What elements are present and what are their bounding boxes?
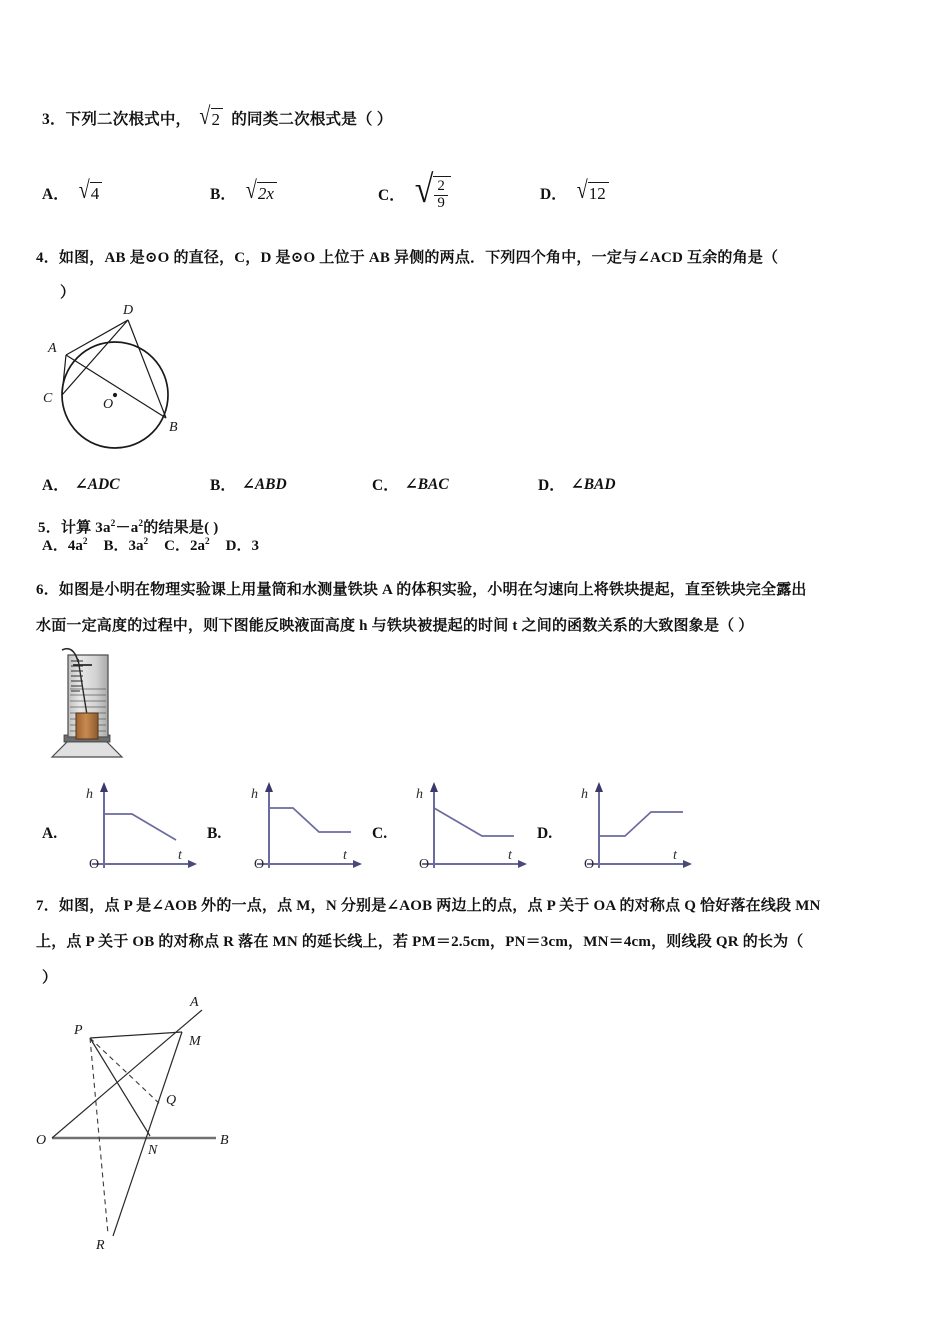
question-4-option-d[interactable] — [538, 473, 616, 495]
y-axis-label: h — [416, 787, 423, 802]
x-axis-label: t — [508, 848, 512, 863]
option-label-a: A. — [42, 825, 58, 842]
option-label-a: A． — [42, 538, 68, 554]
question-3-option-b[interactable] — [210, 177, 277, 205]
question-6-graph-option-b[interactable] — [205, 778, 375, 870]
center-point-o — [113, 393, 117, 397]
y-axis-arrow — [430, 782, 438, 792]
question-5-option-d[interactable] — [226, 534, 259, 555]
x-axis-arrow — [188, 860, 197, 868]
y-axis-label: h — [251, 787, 258, 802]
radical-sign: √ — [199, 102, 211, 131]
option-c-base: 2a — [190, 538, 206, 554]
question-5-options — [42, 534, 259, 555]
x-axis-arrow — [518, 860, 527, 868]
exponent: 2 — [143, 537, 149, 547]
radicand: 4 — [90, 182, 103, 204]
origin-label: O — [89, 857, 100, 870]
question-7-stem-line1: 7．如图，点 P 是∠AOB 外的一点，点 M，N 分别是∠AOB 两边上的点，点 P 关于 OA 的对称点 Q 恰好落在线段 MN — [36, 898, 821, 914]
label-p: P — [74, 1023, 83, 1038]
question-6-graph-option-d[interactable] — [535, 778, 705, 870]
option-label-c: C. — [372, 825, 388, 842]
y-axis-arrow — [100, 782, 108, 792]
question-7-figure — [30, 990, 280, 1260]
exponent: 2 — [110, 519, 116, 529]
question-4-figure — [40, 300, 230, 470]
question-5-option-c[interactable] — [164, 534, 210, 555]
question-5-option-b[interactable] — [104, 534, 149, 555]
fraction-numerator: 2 — [437, 178, 445, 194]
option-c-radical — [414, 168, 451, 212]
y-axis-arrow — [595, 782, 603, 792]
option-label-d: D. — [537, 825, 553, 842]
option-label-d: D． — [538, 477, 565, 494]
question-3-option-a[interactable] — [42, 177, 102, 205]
question-6-stem-line1: 6．如图是小明在物理实验课上用量筒和水测量铁块 A 的体积实验，小明在匀速向上将铁块提起，直至铁块完全露出 — [36, 582, 807, 598]
option-label-c: C． — [372, 477, 399, 494]
question-3-stem-suffix: 的同类二次根式是（ ） — [231, 111, 393, 128]
option-label-c: C． — [164, 538, 191, 554]
label-b: B — [220, 1133, 229, 1148]
question-6-graph-option-c[interactable] — [370, 778, 540, 870]
label-m: M — [189, 1034, 201, 1049]
diameter-a-b — [66, 355, 166, 418]
x-axis-arrow — [353, 860, 362, 868]
radical-sign: √ — [78, 177, 90, 205]
origin-label: O — [584, 857, 595, 870]
question-6-stem-line2: 水面一定高度的过程中，则下图能反映液面高度 h 与铁块被提起的时间 t 之间的函数关系的大致图象是（ ） — [36, 618, 754, 634]
x-axis-label: t — [178, 848, 182, 863]
radicand-fraction — [433, 176, 451, 212]
iron-block-a — [76, 713, 98, 739]
question-5-option-a[interactable] — [42, 534, 88, 555]
option-label-c: C． — [378, 186, 405, 204]
option-label-a: A． — [42, 186, 69, 203]
question-4-stem-line2: ） — [60, 285, 76, 301]
segment-pn — [90, 1038, 150, 1136]
origin-label: O — [419, 857, 430, 870]
chord-a-d — [66, 320, 128, 355]
option-label-b: B. — [207, 825, 222, 842]
option-d-radical — [576, 177, 609, 205]
x-axis-arrow — [683, 860, 692, 868]
radical-sign: √ — [245, 177, 257, 205]
option-label-d: D． — [540, 186, 567, 203]
origin-label: O — [254, 857, 265, 870]
option-label-b: B． — [210, 477, 236, 494]
label-o: O — [103, 397, 114, 412]
option-label-d: D． — [225, 538, 252, 554]
question-3-option-c[interactable] — [378, 168, 451, 212]
fraction — [434, 179, 448, 212]
question-4-option-b[interactable] — [210, 473, 287, 495]
x-axis-label: t — [343, 848, 347, 863]
question-4-stem-line1: 4．如图，AB 是⊙O 的直径，C，D 是⊙O 上位于 AB 异侧的两点．下列四个角中，一定与∠ACD 互余的角是（ — [36, 250, 779, 266]
question-7-stem-line2: 上，点 P 关于 OB 的对称点 R 落在 MN 的延长线上，若 PM＝2.5cm，PN＝3cm，MN＝4cm，则线段 QR 的长为（ — [36, 934, 804, 950]
question-3-stem — [42, 102, 392, 138]
label-n: N — [148, 1143, 158, 1158]
question-7-stem-line3: ） — [42, 970, 58, 986]
radical-sign: √ — [576, 177, 588, 205]
option-d-text: ∠BAD — [570, 476, 616, 493]
option-a-radical — [78, 177, 102, 205]
label-r: R — [96, 1238, 105, 1253]
radicand: 2 — [211, 108, 224, 130]
question-4-option-c[interactable] — [372, 473, 449, 495]
option-b-text: ∠ABD — [241, 476, 287, 493]
radicand: 12 — [588, 182, 609, 204]
y-axis-arrow — [265, 782, 273, 792]
label-a: A — [190, 995, 199, 1010]
question-6-graph-option-a[interactable] — [40, 778, 210, 870]
question-4-option-a[interactable] — [42, 473, 120, 495]
y-axis-label: h — [86, 787, 93, 802]
option-label-b: B． — [103, 538, 129, 554]
question-6-apparatus-figure — [40, 645, 150, 770]
question-5-tail: 的结果是( ) — [143, 520, 219, 536]
graph-curve — [104, 814, 176, 840]
graph-curve — [434, 808, 514, 836]
question-3-stem-radical — [199, 102, 223, 131]
label-d: D — [123, 303, 134, 318]
exponent: 2 — [138, 519, 144, 529]
label-c: C — [43, 391, 53, 406]
radical-sign: √ — [414, 168, 434, 212]
option-a-text: ∠ADC — [74, 476, 120, 493]
fraction-denominator: 9 — [434, 195, 448, 212]
option-label-a: A． — [42, 477, 69, 494]
segment-mn-extended-to-r — [113, 1032, 182, 1236]
radicand: 2x — [257, 182, 277, 204]
graph-curve — [599, 812, 683, 836]
option-label-b: B． — [210, 186, 236, 203]
y-axis-label: h — [581, 787, 588, 802]
cylinder-base — [52, 741, 122, 757]
label-a: A — [48, 341, 57, 356]
question-3-option-d[interactable] — [540, 177, 609, 205]
exponent: 2 — [82, 537, 88, 547]
option-b-radical — [245, 177, 277, 205]
question-5-mid: －a — [115, 520, 139, 536]
label-b: B — [169, 420, 178, 435]
graph-curve — [269, 808, 351, 832]
option-a-base: 4a — [67, 538, 83, 554]
label-q: Q — [166, 1093, 177, 1108]
question-5-lead: 5．计算 3a — [38, 520, 111, 536]
option-c-text: ∠BAC — [404, 476, 449, 493]
segment-pm — [90, 1032, 182, 1038]
question-3-stem-prefix: 3．下列二次根式中， — [42, 111, 192, 128]
label-o: O — [36, 1133, 47, 1148]
dashed-segment-pr — [90, 1038, 108, 1234]
x-axis-label: t — [673, 848, 677, 863]
option-b-base: 3a — [128, 538, 144, 554]
chord-c-d — [62, 320, 128, 395]
exponent: 2 — [205, 537, 210, 547]
option-d-base: 3 — [251, 538, 260, 554]
